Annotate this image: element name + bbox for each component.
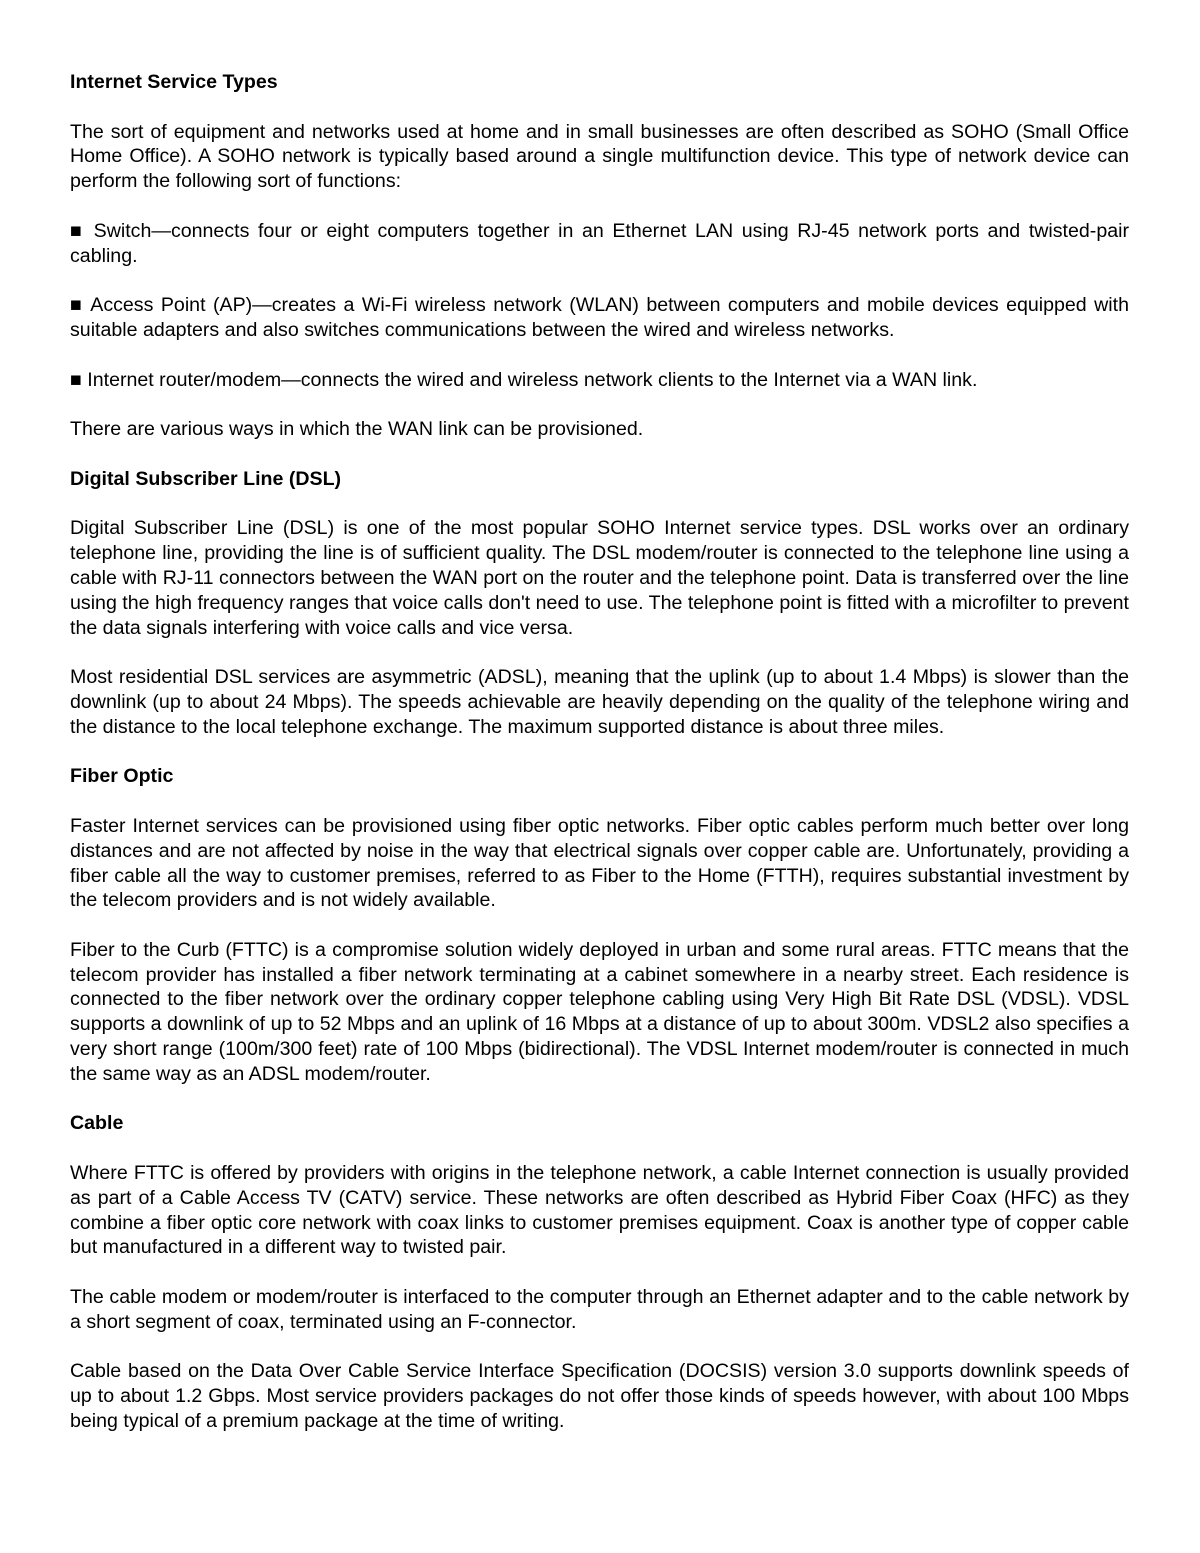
bullet-text-router-modem: Internet router/modem—connects the wired and wireless network clients to the Internet via a WAN link. [87,368,978,391]
paragraph-cable-modem: The cable modem or modem/router is interfaced to the computer through an Ethernet adapter and to the cable network by a short segment of coax, terminated using an F-connector. [70,1286,1129,1333]
bullet-square-icon: ■ [70,368,82,391]
paragraph-wan-provisioning: There are various ways in which the WAN link can be provisioned. [70,418,644,441]
section-heading-cable: Cable [70,1112,124,1135]
bullet-item-access-point [70,293,1129,343]
bullet-text-access-point: Access Point (AP)—creates a Wi-Fi wireless network (WLAN) between computers and mobile devices equipped with suitable adapters and also switches communications between the wired and wireless networks. [70,294,1130,341]
bullet-square-icon: ■ [70,219,86,242]
paragraph-adsl: Most residential DSL services are asymmetric (ADSL), meaning that the uplink (up to about 1.4 Mbps) is slower than the downlink (up to about 24 Mbps). The speeds achievable are heavily depending on the quality of the telephone wiring and the distance to the local telephone exchange. The maximum supported distance is about three miles. [70,666,1129,738]
bullet-square-icon: ■ [70,294,84,317]
document-page [70,70,1129,1434]
bullet-item-router-modem [70,368,1129,393]
paragraph-soho-intro: The sort of equipment and networks used at home and in small businesses are often described as SOHO (Small Office Home Office). A SOHO network is typically based around a single multifunction device. This type of network device can perform the following sort of functions: [70,120,1129,193]
paragraph-catv-hfc: Where FTTC is offered by providers with origins in the telephone network, a cable Internet connection is usually provided as part of a Cable Access TV (CATV) service. These networks are often described as Hybrid Fiber Coax (HFC) as they combine a fiber optic core network with coax links to customer premises equipment. Coax is another type of copper cable but manufactured in a different way to twisted pair. [70,1162,1129,1259]
paragraph-docsis: Cable based on the Data Over Cable Service Interface Specification (DOCSIS) version 3.0 supports downlink speeds of up to about 1.2 Gbps. Most service providers packages do not offer those kinds of speeds however, with about 100 Mbps being typical of a premium package at the time of writing. [70,1360,1129,1433]
section-heading-dsl: Digital Subscriber Line (DSL) [70,467,342,490]
section-heading-internet-service-types: Internet Service Types [70,71,278,93]
paragraph-dsl-overview: Digital Subscriber Line (DSL) is one of the most popular SOHO Internet service types. DSL works over an ordinary telephone line, providing the line is of sufficient quality. The DSL modem/router is connected to the telephone line using a cable with RJ-11 connectors between the WAN port on the router and the telephone point. Data is transferred over the line using the high frequency ranges that voice calls don't need to use. The telephone point is fitted with a microfilter to prevent the data signals interfering with voice calls and vice versa. [70,517,1129,639]
section-heading-fiber-optic: Fiber Optic [70,765,174,788]
bullet-text-switch: Switch—connects four or eight computers together in an Ethernet LAN using RJ-45 network ports and twisted-pair cabling. [70,219,1129,267]
bullet-item-switch [70,219,1129,269]
paragraph-fttc: Fiber to the Curb (FTTC) is a compromise solution widely deployed in urban and some rural areas. FTTC means that the telecom provider has installed a fiber network terminating at a cabinet somewhere in a nearby street. Each residence is connected to the fiber network over the ordinary copper telephone cabling using Very High Bit Rate DSL (VDSL). VDSL supports a downlink of up to 52 Mbps and an uplink of 16 Mbps at a distance of up to about 300m. VDSL2 also specifies a very short range (100m/300 feet) rate of 100 Mbps (bidirectional). The VDSL Internet modem/router is connected in much the same way as an ADSL modem/router. [70,938,1129,1085]
paragraph-ftth: Faster Internet services can be provisioned using fiber optic networks. Fiber optic cables perform much better over long distances and are not affected by noise in the way that electrical signals over copper cable are. Unfortunately, providing a fiber cable all the way to customer premises, referred to as Fiber to the Home (FTTH), requires substantial investment by the telecom providers and is not widely available. [70,814,1129,912]
